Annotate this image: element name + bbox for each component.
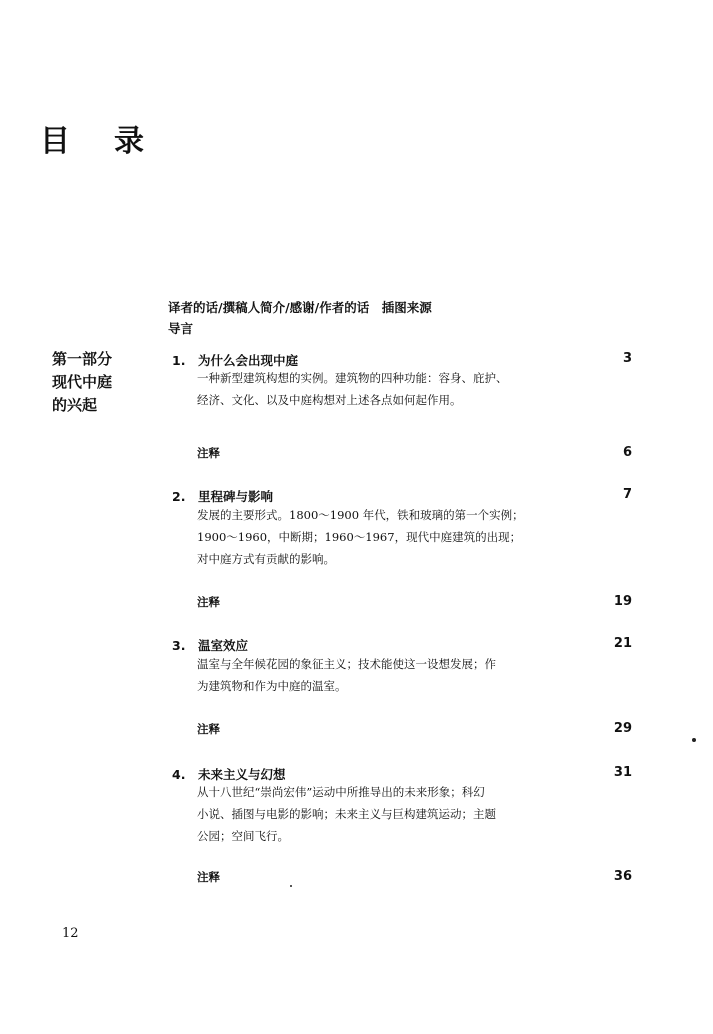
description-line: 经济、文化、以及中庭构想对上述各点如何起作用。 xyxy=(197,393,462,407)
page-number: 12 xyxy=(62,926,79,941)
chapter-1-page: 3 xyxy=(622,351,632,366)
chapter-number: 3. xyxy=(172,638,186,653)
chapter-4-description xyxy=(197,781,597,847)
description-line: 一种新型建筑构想的实例。建筑物的四种功能：容身、庇护、 xyxy=(197,371,508,385)
scan-speck xyxy=(692,738,696,742)
toc-heading xyxy=(40,116,144,160)
part-title-line-3: 的兴起 xyxy=(52,396,98,414)
chapter-title-text: 温室效应 xyxy=(198,638,249,653)
description-line: 为建筑物和作为中庭的温室。 xyxy=(197,679,347,693)
chapter-title-text: 里程碑与影响 xyxy=(198,489,274,504)
chapter-4-notes-page: 36 xyxy=(613,869,632,884)
chapter-1-notes-label: 注释 xyxy=(197,446,220,460)
chapter-number: 4. xyxy=(172,767,186,782)
chapter-title-text: 未来主义与幻想 xyxy=(198,767,286,782)
chapter-4-page: 31 xyxy=(613,765,632,780)
chapter-1-description xyxy=(197,367,597,411)
heading-char-1: 目 xyxy=(40,124,70,159)
chapter-number: 1. xyxy=(172,353,186,368)
chapter-3-notes-label: 注释 xyxy=(197,722,220,736)
chapter-3-notes-page: 29 xyxy=(613,721,632,736)
chapter-2-notes-page: 19 xyxy=(613,594,632,609)
heading-char-2: 录 xyxy=(114,124,144,159)
description-line: 发展的主要形式。1800～1900 年代，铁和玻璃的第一个实例； xyxy=(197,508,524,522)
chapter-2-notes-label: 注释 xyxy=(197,595,220,609)
part-title-line-1: 第一部分 xyxy=(52,350,113,368)
chapter-3-title xyxy=(172,636,248,654)
front-matter-line-2: 导言 xyxy=(168,321,194,336)
front-matter-line-1: 译者的话/撰稿人简介/感谢/作者的话 插图来源 xyxy=(168,300,432,315)
chapter-number: 2. xyxy=(172,489,186,504)
description-line: 从十八世纪“崇尚宏伟”运动中所推导出的未来形象；科幻 xyxy=(197,785,485,799)
chapter-1-notes-page: 6 xyxy=(622,445,632,460)
chapter-2-description xyxy=(197,504,597,570)
description-line: 公园；空间飞行。 xyxy=(197,829,289,843)
chapter-3-description xyxy=(197,653,597,697)
part-title-line-2: 现代中庭 xyxy=(52,373,113,391)
chapter-2-title xyxy=(172,487,273,505)
scan-speck xyxy=(290,885,292,887)
chapter-title-text: 为什么会出现中庭 xyxy=(198,353,299,368)
chapter-2-page: 7 xyxy=(622,487,632,502)
description-line: 对中庭方式有贡献的影响。 xyxy=(197,552,335,566)
description-line: 1900～1960，中断期；1960～1967，现代中庭建筑的出现； xyxy=(197,530,522,544)
description-line: 温室与全年候花园的象征主义；技术能使这一设想发展；作 xyxy=(197,657,496,671)
chapter-4-notes-label: 注释 xyxy=(197,870,220,884)
description-line: 小说、插图与电影的影响；未来主义与巨构建筑运动；主题 xyxy=(197,807,496,821)
part-title xyxy=(52,348,112,417)
chapter-3-page: 21 xyxy=(613,636,632,651)
